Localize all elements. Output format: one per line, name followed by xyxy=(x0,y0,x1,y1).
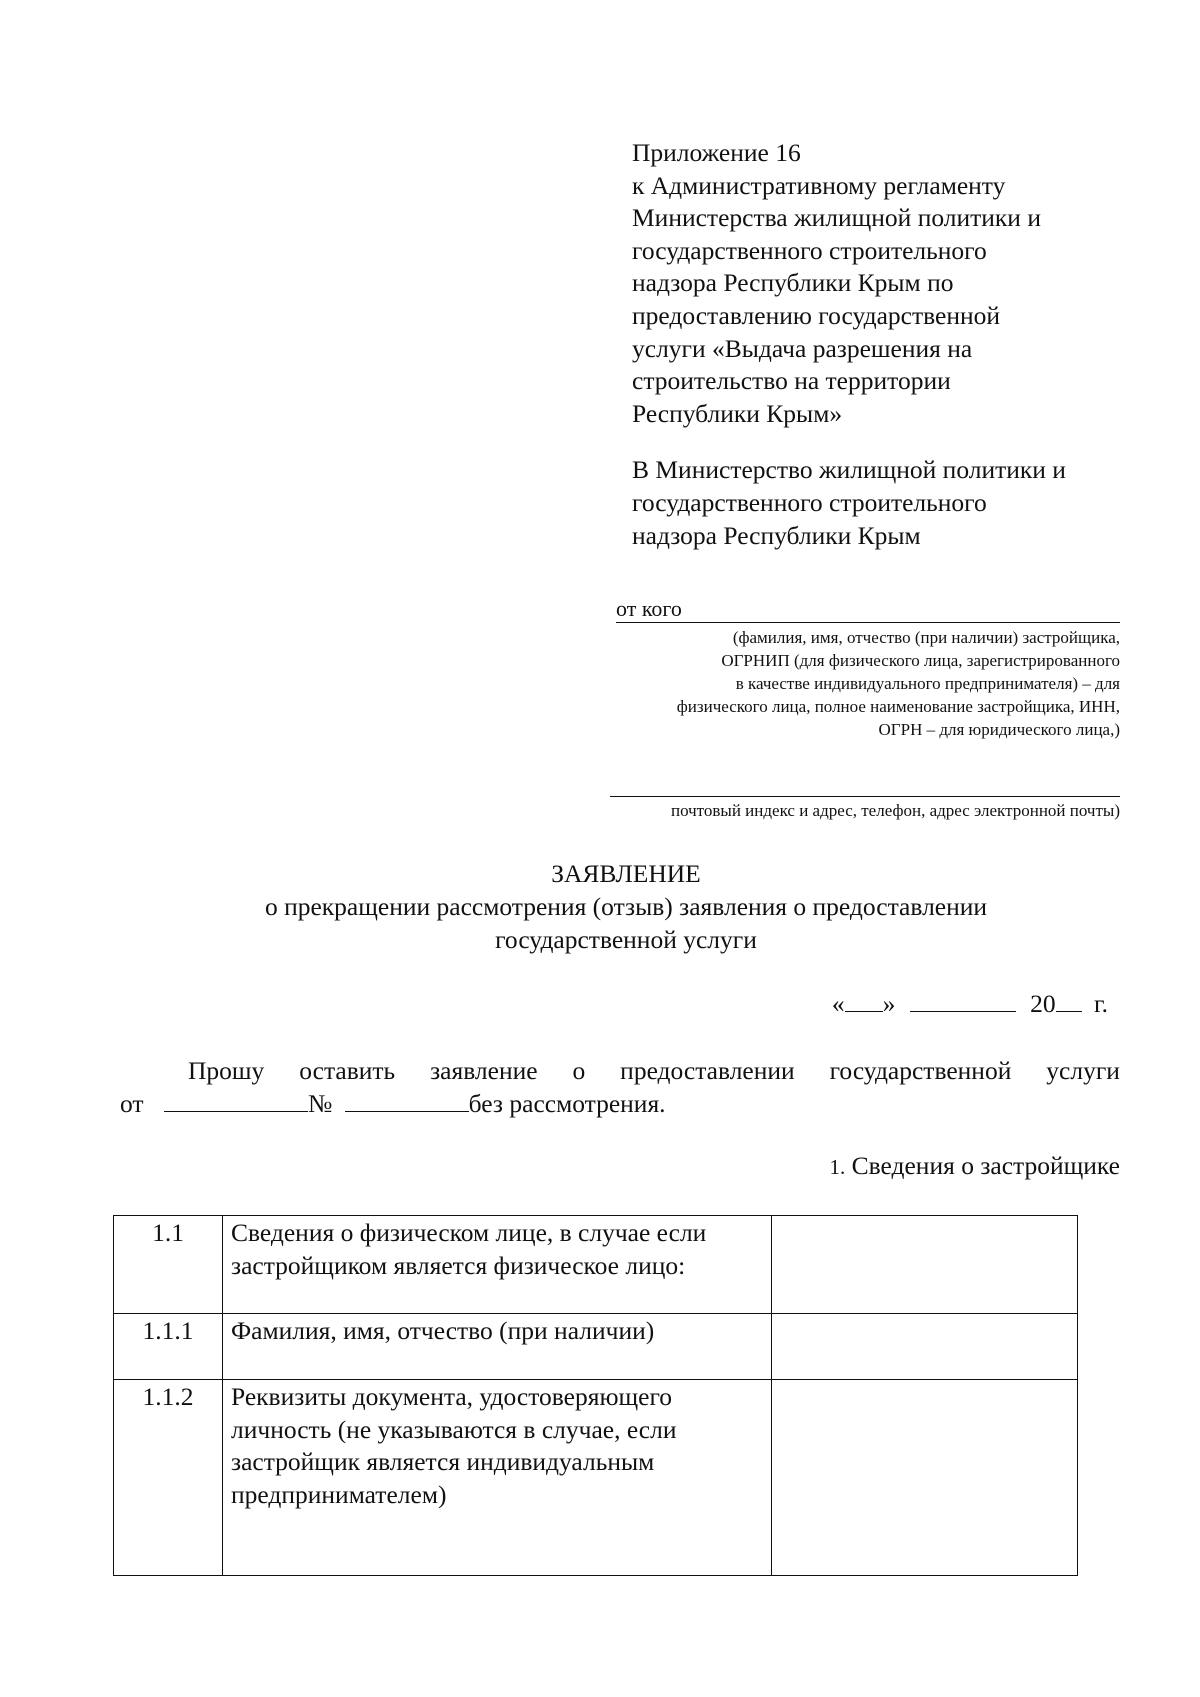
title-heading: ЗАЯВЛЕНИЕ xyxy=(551,859,701,888)
hint-line: ОГРНИП (для физического лица, зарегистрированного xyxy=(721,651,1120,670)
row-description: Реквизиты документа, удостоверяющего личность (не указываются в случае, если застройщик является индивидуальным предпринимателем) xyxy=(223,1380,772,1576)
appendix-line: строительство на территории xyxy=(632,366,951,396)
hint-line: ОГРН – для юридического лица,) xyxy=(878,720,1120,739)
applicant-hint xyxy=(520,626,1120,741)
section-title: Сведения о застройщике xyxy=(851,1151,1120,1180)
month-blank[interactable] xyxy=(910,991,1016,1012)
appendix-line: Министерства жилищной политики и xyxy=(632,203,1041,233)
title-subline: государственной услуги xyxy=(495,925,757,954)
number-sign: № xyxy=(307,1089,333,1118)
appendix-line: государственного строительного xyxy=(632,235,987,265)
address-field-line[interactable] xyxy=(610,796,1120,797)
address-hint: почтовый индекс и адрес, телефон, адрес электронной почты) xyxy=(670,801,1120,820)
from-underline xyxy=(616,622,1120,623)
request-word: заявление xyxy=(430,1056,538,1085)
appendix-line: предоставлению государственной xyxy=(632,300,1001,330)
request-ending: без рассмотрения. xyxy=(468,1089,666,1118)
application-date-blank[interactable] xyxy=(164,1091,308,1112)
table-row xyxy=(114,1216,1078,1314)
row-value-cell[interactable] xyxy=(772,1216,1078,1314)
document-title xyxy=(0,857,1200,956)
row-value-cell[interactable] xyxy=(772,1380,1078,1576)
hint-line: (фамилия, имя, отчество (при наличии) застройщика, xyxy=(732,628,1120,647)
addressee-line: государственного строительного xyxy=(632,487,987,517)
day-blank[interactable] xyxy=(845,991,883,1012)
appendix-line: к Административному регламенту xyxy=(632,170,1006,200)
table-row xyxy=(114,1380,1078,1576)
appendix-line: Приложение 16 xyxy=(632,138,801,167)
row-number: 1.1 xyxy=(114,1216,223,1314)
year-blank[interactable] xyxy=(1056,991,1082,1012)
appendix-line: услуги «Выдача разрешения на xyxy=(632,333,973,363)
section-heading xyxy=(830,1150,1121,1183)
request-word: Прошу xyxy=(188,1056,265,1085)
request-word: государственной xyxy=(829,1056,1012,1085)
row-description: Сведения о физическом лице, в случае если застройщиком является физическое лицо: xyxy=(223,1216,772,1314)
from-label: от кого xyxy=(616,596,682,621)
hint-line: в качестве индивидуального предпринимателя) – для xyxy=(735,674,1120,693)
appendix-line: Республики Крым» xyxy=(632,398,843,428)
request-word: о xyxy=(572,1056,586,1085)
date-field[interactable] xyxy=(832,988,1108,1020)
date-open-quote: « xyxy=(831,989,845,1018)
from-field[interactable] xyxy=(616,595,1120,625)
row-value-cell[interactable] xyxy=(772,1314,1078,1380)
year-prefix: 20 xyxy=(1030,989,1056,1018)
request-word: оставить xyxy=(299,1056,396,1085)
row-number: 1.1.2 xyxy=(114,1380,223,1576)
appendix-header xyxy=(632,137,1152,552)
table-row xyxy=(114,1314,1078,1380)
request-from-label: от xyxy=(120,1089,144,1118)
request-line xyxy=(120,1054,1120,1087)
hint-line: физического лица, полное наименование застройщика, ИНН, xyxy=(676,697,1120,716)
appendix-line: надзора Республики Крым по xyxy=(632,268,954,298)
application-number-blank[interactable] xyxy=(345,1091,469,1112)
addressee-block xyxy=(632,454,1152,552)
request-line xyxy=(120,1087,1120,1120)
developer-info-table xyxy=(113,1215,1078,1576)
addressee-line: В Министерство жилищной политики и xyxy=(632,455,1066,485)
row-number: 1.1.1 xyxy=(114,1314,223,1380)
request-word: предоставлении xyxy=(620,1056,795,1085)
request-word: услуги xyxy=(1046,1056,1120,1085)
year-suffix: г. xyxy=(1094,989,1108,1018)
request-paragraph xyxy=(120,1054,1120,1120)
section-number: 1. xyxy=(829,1155,846,1179)
title-subline: о прекращении рассмотрения (отзыв) заявления о предоставлении xyxy=(264,892,988,921)
date-close-quote: » xyxy=(882,989,896,1018)
row-description: Фамилия, имя, отчество (при наличии) xyxy=(223,1314,772,1380)
addressee-line: надзора Республики Крым xyxy=(632,520,921,550)
